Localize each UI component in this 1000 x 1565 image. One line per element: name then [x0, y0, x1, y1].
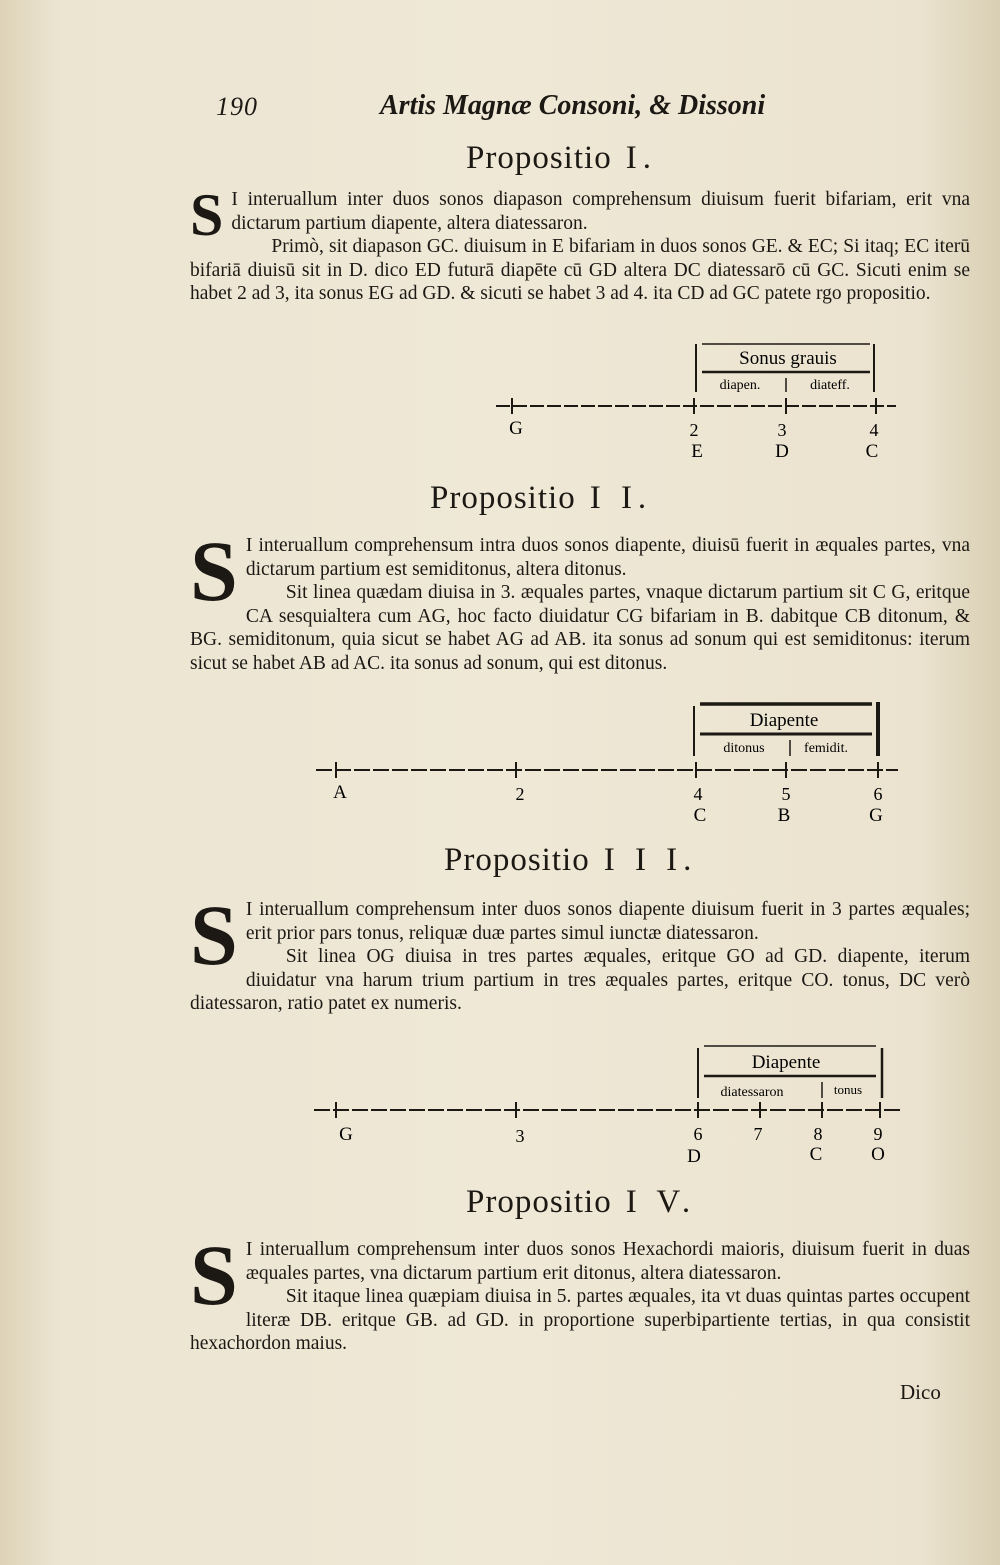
point-number: 4: [693, 784, 703, 804]
proposition-title: [430, 480, 652, 517]
proposition-proof: Sit itaque linea quæpiam diuisa in 5. partes æquales, ita vt duas quintas partes occupent literæ DB. eritque GB. ad GD. in proportione superbipartiente tertias, in qua consistit hexachordon maius.: [190, 1286, 970, 1354]
bracket-label: Diapente: [749, 710, 819, 731]
running-head: Artis Magnæ Consoni, & Dissoni: [380, 90, 766, 121]
proposition-numeral: I.: [625, 140, 657, 176]
proposition-label: Propositio: [444, 842, 590, 878]
catchword: Dico: [900, 1380, 941, 1404]
sub-label-left: diatessaron: [720, 1085, 784, 1100]
drop-cap: S: [190, 182, 224, 248]
drop-cap: S: [190, 1227, 238, 1323]
proposition-numeral: I I.: [589, 480, 653, 516]
point-number: 8: [813, 1124, 823, 1144]
point-number: 2: [515, 784, 525, 804]
diagram-proposition-2: [316, 702, 898, 826]
proposition-title: [466, 1184, 696, 1221]
point-number: 4: [869, 420, 879, 440]
diagram-proposition-3: [314, 1046, 902, 1167]
drop-cap: S: [190, 887, 238, 983]
proposition-label: Propositio: [430, 480, 576, 516]
bracket-label: Diapente: [751, 1052, 821, 1073]
point-letter: A: [333, 782, 347, 803]
point-letter: D: [775, 441, 789, 462]
point-number: 6: [693, 1124, 703, 1144]
drop-cap: S: [190, 523, 238, 619]
point-letter: O: [871, 1144, 885, 1165]
point-letter: E: [691, 441, 703, 462]
point-number: 5: [781, 784, 791, 804]
proposition-text: [190, 887, 970, 1016]
proposition-label: Propositio: [466, 1184, 612, 1220]
proposition-statement: I interuallum comprehensum inter duos sonos diapente diuisum fuerit in 3 partes æquales; erit prior pars tonus, reliquæ duæ partes simul iunctæ diatessaron.: [245, 899, 970, 944]
point-letter: C: [809, 1144, 823, 1165]
proposition-proof: Sit linea quædam diuisa in 3. æquales partes, vnaque dictarum partium sit C G, eritque CA sesquialtera cum AG, hoc facto diuidatur CG bifariam in B. dabitque CB ditonum, & BG. semiditonum, quia sicut se habet AG ad AB. ita sonus ad sonum qui est semiditonus: iterum sicut se habet AB ad AC. ita sonus ad sonum, qui est ditonus.: [190, 582, 970, 674]
point-letter: G: [869, 805, 883, 826]
proposition-text: [190, 523, 970, 675]
proposition-title: [444, 842, 697, 879]
proposition-statement: I interuallum inter duos sonos diapason comprehensum diuisum fuerit bifariam, erit vna dictarum partium diapente, altera diatessaron.: [231, 189, 970, 234]
proposition-text: [190, 1227, 970, 1356]
proposition-label: Propositio: [466, 140, 612, 176]
point-letter: G: [339, 1124, 353, 1145]
point-letter: D: [687, 1146, 701, 1167]
proposition-title: [466, 140, 657, 177]
proposition-proof: Sit linea OG diuisa in tres partes æquales, eritque GO ad GD. diapente, iterum diuidatur vna harum trium partium in tres æquales partes, eritque CO. tonus, DC verò diatessaron, ratio patet ex numeris.: [190, 946, 970, 1014]
page-number: 190: [216, 92, 258, 121]
proposition-statement: I interuallum comprehensum intra duos sonos diapente, diuisū fuerit in æquales partes, vna dictarum partium est semiditonus, altera ditonus.: [245, 535, 970, 580]
diagram-proposition-1: [496, 344, 896, 462]
point-number: 6: [873, 784, 883, 804]
point-letter: C: [865, 441, 879, 462]
proposition-proof: Primò, sit diapason GC. diuisum in E bifariam in duos sonos GE. & EC; Si itaq; EC iterū bifariā diuisū sit in D. dico ED futurā diapēte cū GD altera DC diatessarō cū GC. Sicuti enim se habet 2 ad 3, ita sonus EG ad GD. & sicuti se habet 3 ad 4. ita CD ad GC patete rgo propositio.: [190, 236, 970, 304]
sub-label-left: diapen.: [719, 378, 761, 393]
point-number: 9: [873, 1124, 883, 1144]
sub-label-right: tonus: [833, 1082, 863, 1097]
point-letter: G: [509, 418, 523, 439]
sub-label-right: femidit.: [804, 741, 848, 756]
sub-label-right: diateff.: [810, 378, 850, 393]
point-letter: B: [777, 805, 791, 826]
bracket-label: Sonus grauis: [739, 348, 837, 369]
proposition-numeral: I V.: [625, 1184, 697, 1220]
proposition-numeral: I I I.: [603, 842, 698, 878]
proposition-text: [190, 182, 970, 306]
point-number: 7: [753, 1124, 763, 1144]
sub-label-left: ditonus: [723, 741, 765, 756]
point-number: 3: [777, 420, 787, 440]
proposition-statement: I interuallum comprehensum inter duos sonos Hexachordi maioris, diuisum fuerit in duas æquales partes, vna dictarum partium erit ditonus, altera diatessaron.: [245, 1239, 970, 1284]
point-letter: C: [693, 805, 707, 826]
page-header: [0, 90, 1000, 130]
point-number: 3: [515, 1126, 525, 1146]
point-number: 2: [689, 420, 699, 440]
